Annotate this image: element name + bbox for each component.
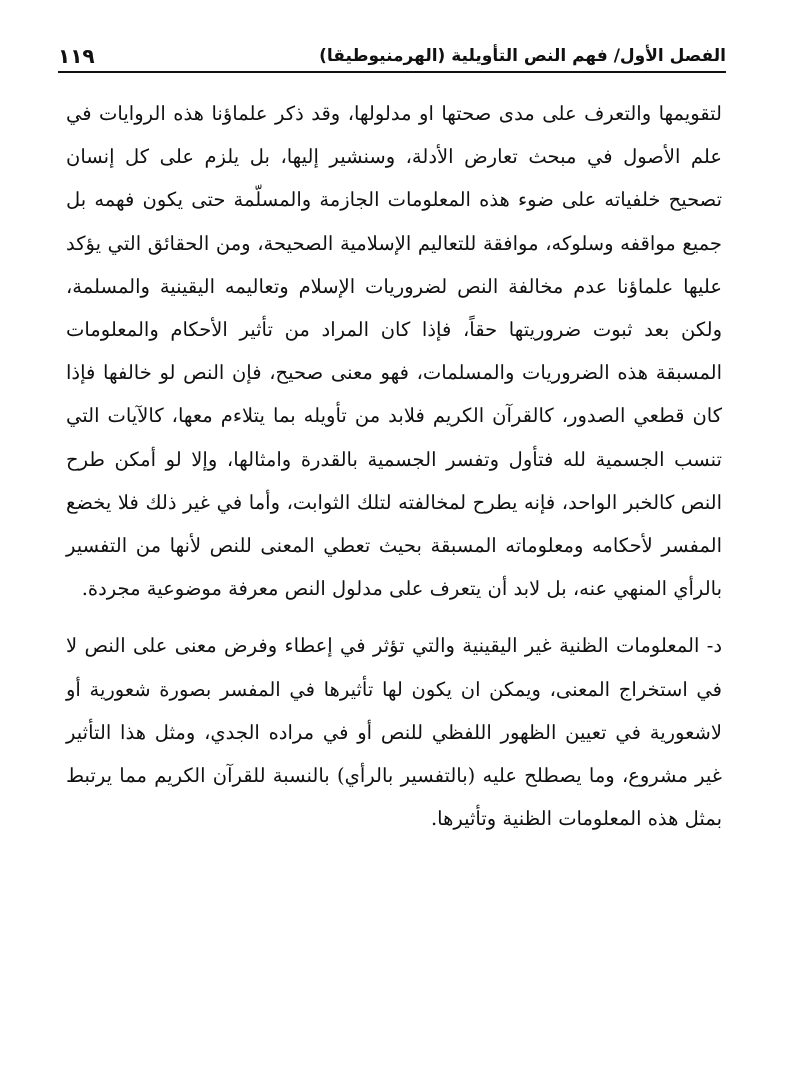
header-divider	[58, 71, 726, 73]
running-title: الفصل الأول/ فهم النص التأويلية (الهرمنيوطيقا)	[319, 46, 726, 66]
paragraph-1: لتقويمها والتعرف على مدى صحتها او مدلولها، وقد ذكر علماؤنا هذه الروايات في علم الأصول في مبحث تعارض الأدلة، وسنشير إليها، بل يلزم على كل إنسان تصحيح خلفياته على ضوء هذه المعلومات الجازمة والمسلّمة حتى يكون فهمه بل جميع مواقفه وسلوكه، موافقة للتعاليم الإسلامية الصحيحة، ومن الحقائق التي يؤكد عليها علماؤنا عدم مخالفة النص لضروريات الإسلام وتعاليمه اليقينية والمسلمة، ولكن بعد ثبوت ضروريتها حقاً، فإذا كان المراد من تأثير الأحكام والمعلومات المسبقة هذه الضروريات والمسلمات، فهو معنى صحيح، فإن النص لو خالفها فإذا كان قطعي الصدور، كالقرآن الكريم فلابد من تأويله بما يتلاءم معها، كالآيات التي تنسب الجسمية لله فتأول وتفسر الجسمية بالقدرة وامثالها، وإلا لو أمكن طرح النص كالخبر الواحد، فإنه يطرح لمخالفته لتلك الثوابت، وأما في غير ذلك فلا يخضع المفسر لأحكامه ومعلوماته المسبقة بحيث تعطي المعنى للنص لأنها من التفسير بالرأي المنهي عنه، بل لابد أن يتعرف على مدلول النص معرفة موضوعية مجردة.	[66, 102, 722, 601]
page-number: ١١٩	[58, 44, 95, 68]
page-header	[58, 34, 726, 68]
paragraph-2: د- المعلومات الظنية غير اليقينية والتي تؤثر في إعطاء وفرض معنى على النص لا في استخراج المعنى، ويمكن ان يكون لها تأثيرها في المفسر بصورة شعورية أو لاشعورية في تعيين الظهور اللفظي للنص أو في مراده الجدي، ومثل هذا التأثير غير مشروع، وما يصطلح عليه (بالتفسير بالرأي) بالنسبة للقرآن الكريم مما يرتبط بمثل هذه المعلومات الظنية وتأثيرها.	[66, 634, 722, 831]
body-text	[66, 92, 722, 840]
